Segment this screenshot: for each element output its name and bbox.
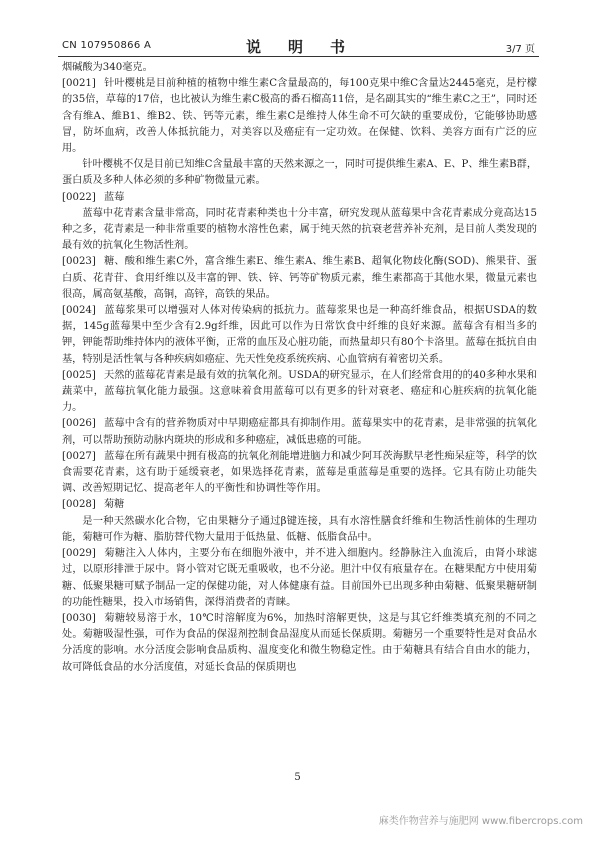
- section-heading-inulin: [62, 497, 537, 513]
- site-watermark: 麻类作物营养与施肥网 www.fibercrops.com: [378, 816, 583, 827]
- paragraph-text: 蓝莓浆果可以增强对人体对传染病的抵抗力。蓝莓浆果也是一种高纤维食品，根据USDA的数据，145g蓝莓果中至少含有2.9g纤维，因此可以作为日常饮食中纤维的良好来源。蓝莓含有相当多的钾，钾能帮助维持体内的液体平衡，正常的血压及心脏功能，而热量却只有80个卡洛里。蓝莓在抵抗自由基，特别是活性氧与各种疾病如癌症、先天性免疫系统疾病、心血管病有着密切关系。: [62, 305, 537, 365]
- paragraph-number: [0022]: [62, 191, 96, 203]
- paragraph-0027: [62, 449, 537, 498]
- paragraph-0026: [62, 416, 537, 448]
- paragraph-number: [0024]: [62, 305, 96, 317]
- paragraph-continuation: 烟碱酸为340毫克。: [62, 62, 153, 73]
- paragraph-number: [0027]: [62, 450, 96, 462]
- paragraph-text: 菊糖注入人体内，主要分布在细胞外液中，并不进入细胞内。经静脉注入血流后，由肾小球滤过，以原形排泄于尿中。肾小管对它既无重吸收，也不分泌。胆汁中仅有痕量存在。在糖果配方中使用菊糖、低聚果糖可赋予制品一定的保健功能，对人体健康有益。目前国外已出现多种由菊糖、低聚果糖研制的功能性糖果，投入市场销售，深得消费者的青睐。: [62, 548, 537, 608]
- paragraph-0029: [62, 546, 537, 611]
- paragraph-0021: [62, 76, 537, 157]
- section-title: 菊糖: [104, 499, 125, 511]
- document-body: [62, 60, 537, 676]
- paragraph-0028-body: 是一种天然碳水化合物，它由果糖分子通过β键连接，具有水溶性膳食纤维和生物活性前体的生理功能，菊糖可作为糖、脂肪替代物大量用于低热量、低糖、低脂食品中。: [62, 515, 537, 543]
- page-header: [58, 34, 539, 57]
- paragraph-number: [0025]: [62, 369, 96, 381]
- paragraph-0021-cont: 针叶樱桃不仅是目前已知维C含量最丰富的天然来源之一，同时可提供维生素A、E、P、维生素B群，蛋白质及多种人体必须的多种矿物微量元素。: [62, 159, 538, 187]
- paragraph-number: [0021]: [62, 78, 96, 90]
- paragraph-text: 糖、酸和维生素C外，富含维生素E、维生素A、维生素B、超氧化物歧化酶(SOD)、熊果苷、蛋白质、花青苷、食用纤维以及丰富的钾、铁、锌、钙等矿物质元素，维生素都高于其他水果，微量元素也很高，属高氨基酸，高铜，高锌，高铁的果品。: [62, 256, 537, 300]
- paragraph-number: [0028]: [62, 499, 96, 511]
- paragraph-number: [0029]: [62, 548, 96, 560]
- paragraph-text: 蓝莓在所有蔬果中拥有极高的抗氧化剂能增进脑力和减少阿耳茨海默早老性痴呆症等，科学的饮食需要花青素，这有助于延缓衰老，如果选择花青素，蓝莓是重蓝莓是重要的选择。它具有防止功能失调、改善短期记忆、提高老年人的平衡性和协调性等作用。: [62, 450, 537, 495]
- paragraph-text: 菊糖较易溶于水，10℃时溶解度为6%，加热时溶解更快，这是与其它纤维类填充剂的不同之处。菊糖吸湿性强，可作为食品的保湿剂控制食品湿度从而延长保质期。菊糖另一个重要特性是对食品水分活度的影响。水分活度会影响食品质构、温度变化和微生物稳定性。由于菊糖具有结合自由水的能力，故可降低食品的水分活度值，对延长食品的保质期也: [62, 612, 537, 673]
- section-heading-blueberry: [62, 190, 537, 206]
- paragraph-text: 蓝莓中含有的营养物质对中早期癌症都具有抑制作用。蓝莓果实中的花青素，是非常强的抗氧化剂，可以帮助预防动脉内斑块的形成和多种癌症，减低患癌的可能。: [62, 418, 537, 446]
- paragraph-text: 天然的蓝莓花青素是最有效的抗氧化剂。USDA的研究显示，在人们经常食用的的40多种水果和蔬菜中，蓝莓抗氧化能力最强。这意味着食用蓝莓可以有更多的针对衰老、癌症和心脏疾病的抗氧化能力。: [62, 369, 537, 414]
- paragraph-0022-body: 蓝莓中花青素含量非常高，同时花青素种类也十分丰富，研究发现从蓝莓果中含花青素成分竟高达15种之多，花青素是一种非常重要的植物水溶性色素，属于纯天然的抗衰老营养补充剂，是目前人类发现的最有效的抗氧化生物活性剂。: [62, 207, 537, 252]
- paragraph-0030: [62, 611, 537, 676]
- paragraph-number: [0023]: [62, 256, 96, 268]
- paragraph-number: [0030]: [62, 612, 96, 624]
- paragraph-0023: [62, 254, 537, 303]
- paragraph-text: 针叶樱桃是目前种植的植物中维生素C含量最高的，每100克果中维C含量达2445毫克，是柠檬的35倍，草莓的17倍，也比被认为维生素C极高的番石榴高11倍，是名副其实的“维生素C之王”，同时还含有维A、維B1、维B2、铁、钙等元素，维生素C是维持人体生命不可欠缺的重要成份，它能够协助感冒，防坏血病，改善人体抵抗能力，对美容以及癌症有一定功效。在保健、饮料、美容方面有广泛的应用。: [62, 78, 537, 155]
- paragraph-0025: [62, 368, 537, 417]
- page-number: 5: [294, 772, 301, 783]
- paragraph-number: [0026]: [62, 418, 96, 430]
- paragraph-0024: [62, 303, 537, 368]
- doc-title: 说 明 书: [245, 38, 351, 56]
- doc-number: CN 107950866 A: [62, 40, 152, 51]
- section-title: 蓝莓: [104, 191, 125, 203]
- page-ref: 3/7 页: [505, 44, 535, 55]
